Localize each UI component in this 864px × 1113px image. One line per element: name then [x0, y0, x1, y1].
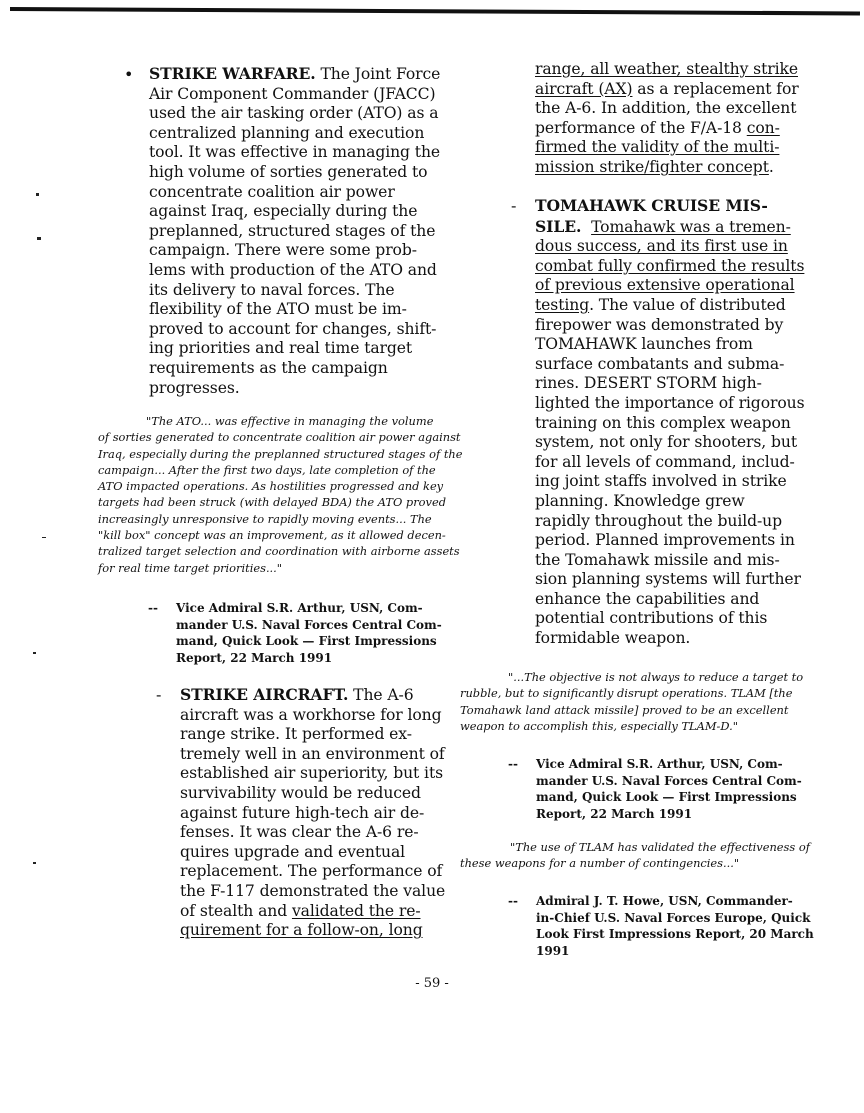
section-heading-strike-aircraft: STRIKE AIRCRAFT.	[180, 685, 349, 704]
bullet-dot: •	[124, 65, 134, 84]
attribution-dash: --	[148, 601, 158, 615]
bullet-dash: -	[511, 196, 517, 215]
scan-speck	[33, 862, 36, 864]
underlined-emphasis: mission strike/fighter concept	[535, 157, 769, 176]
underlined-emphasis: Tomahawk was a tremen-	[591, 217, 791, 236]
underlined-emphasis: firmed the validity of the multi-	[535, 138, 780, 157]
attribution-dash: --	[508, 757, 518, 771]
section-heading-tomahawk: TOMAHAWK CRUISE MIS-	[535, 196, 768, 215]
underlined-emphasis: of previous extensive operational	[535, 276, 795, 295]
top-scan-rule	[10, 7, 860, 15]
underlined-emphasis: combat fully confirmed the results	[535, 256, 805, 275]
page-number: - 59 -	[415, 976, 449, 991]
tomahawk-paragraph: TOMAHAWK CRUISE MIS- SILE. Tomahawk was a tremen- dous success, and its first use in combat fully confirmed the results of previous extensive operational testing. The value of distributed firepower was demonstrated by TOMAHAWK launches from surface combatants and subma- rines. DESERT STORM high- lighted the importance of rigorous training on this complex weapon system, not only for shooters, but for all levels of command, includ- ing joint staffs involved in strike planning. Knowledge grew rapidly throughout the build-up period. Planned improvements in the Tomahawk missile and mis- sion planning systems will further enhance the capabilities and potential contributions of this formidable weapon.	[535, 196, 805, 648]
section-heading-strike-warfare: STRIKE WARFARE.	[149, 64, 316, 83]
quote-ato-block: "The ATO... was effective in managing the volume of sorties generated to concentrate coalition air power against Iraq, especially during the preplanned structured stages of the campaign... After the first two days, late completion of the ATO impacted operations. As hostilities progressed and key targets had been struck (with delayed BDA) the ATO proved increasingly unresponsive to rapidly moving events... The "kill box" concept was an improvement, as it allowed decen- tralized target selection and coordination with airborne assets for real time target priorities..."	[98, 414, 463, 575]
attribution-arthur-right: -- Vice Admiral S.R. Arthur, USN, Com- mander U.S. Naval Forces Central Com- mand, Quick Look — First Impressions Report, 22 March 1991	[508, 757, 802, 821]
underlined-emphasis: validated the re-	[291, 901, 421, 920]
underlined-emphasis: aircraft (AX)	[535, 79, 633, 98]
quote-effectiveness-block: "The use of TLAM has validated the effectiveness of these weapons for a number of contingencies..."	[460, 840, 810, 871]
scan-speck	[33, 652, 36, 654]
underlined-emphasis: testing	[535, 295, 590, 314]
quote-tlam-block: "...The objective is not always to reduce a target to rubble, but to significantly disrupt operations. TLAM [the Tomahawk land attack missile] proved to be an excellent weapon to accomplish this, especially TLAM-D."	[460, 670, 804, 733]
underlined-emphasis: range, all weather, stealthy strike	[535, 60, 798, 78]
scan-speck	[37, 237, 41, 240]
strike-warfare-paragraph: STRIKE WARFARE. The Joint Force Air Component Commander (JFACC) used the air tasking order (ATO) as a centralized planning and execution tool. It was effective in managing the high volume of sorties generated to concentrate coalition air power against Iraq, especially during the preplanned, structured stages of the campaign. There were some prob- lems with production of the ATO and its delivery to naval forces. The flexibility of the ATO must be im- proved to account for changes, shift- ing priorities and real time target requirements as the campaign progresses.	[149, 64, 441, 397]
underlined-emphasis: quirement for a follow-on, long	[180, 921, 423, 940]
bullet-dash: -	[156, 685, 162, 704]
strike-aircraft-continuation: range, all weather, stealthy strike aircraft (AX) as a replacement for the A-6. In addition, the excellent performance of the F/A-18 con- firmed the validity of the multi- mission strike/fighter concept.	[535, 60, 799, 176]
underlined-emphasis: dous success, and its first use in	[535, 237, 788, 256]
strike-aircraft-paragraph: STRIKE AIRCRAFT. The A-6 aircraft was a workhorse for long range strike. It performed ex- tremely well in an environment of established air superiority, but its survivability would be reduced against future high-tech air de- fenses. It was clear the A-6 re- quires upgrade and eventual replacement. The performance of the F-117 demonstrated the value of stealth and validated the re- quirement for a follow-on, long	[180, 685, 446, 940]
underlined-emphasis: con-	[746, 118, 780, 137]
attribution-howe: -- Admiral J. T. Howe, USN, Commander- in-Chief U.S. Naval Forces Europe, Quick Look First Impressions Report, 20 March 1991	[508, 894, 814, 958]
attribution-dash: --	[508, 894, 518, 908]
attribution-arthur-left: -- Vice Admiral S.R. Arthur, USN, Com- mander U.S. Naval Forces Central Com- mand, Quick Look — First Impressions Report, 22 March 1991	[148, 601, 442, 665]
scan-speck	[42, 537, 46, 538]
scan-speck	[36, 193, 39, 196]
